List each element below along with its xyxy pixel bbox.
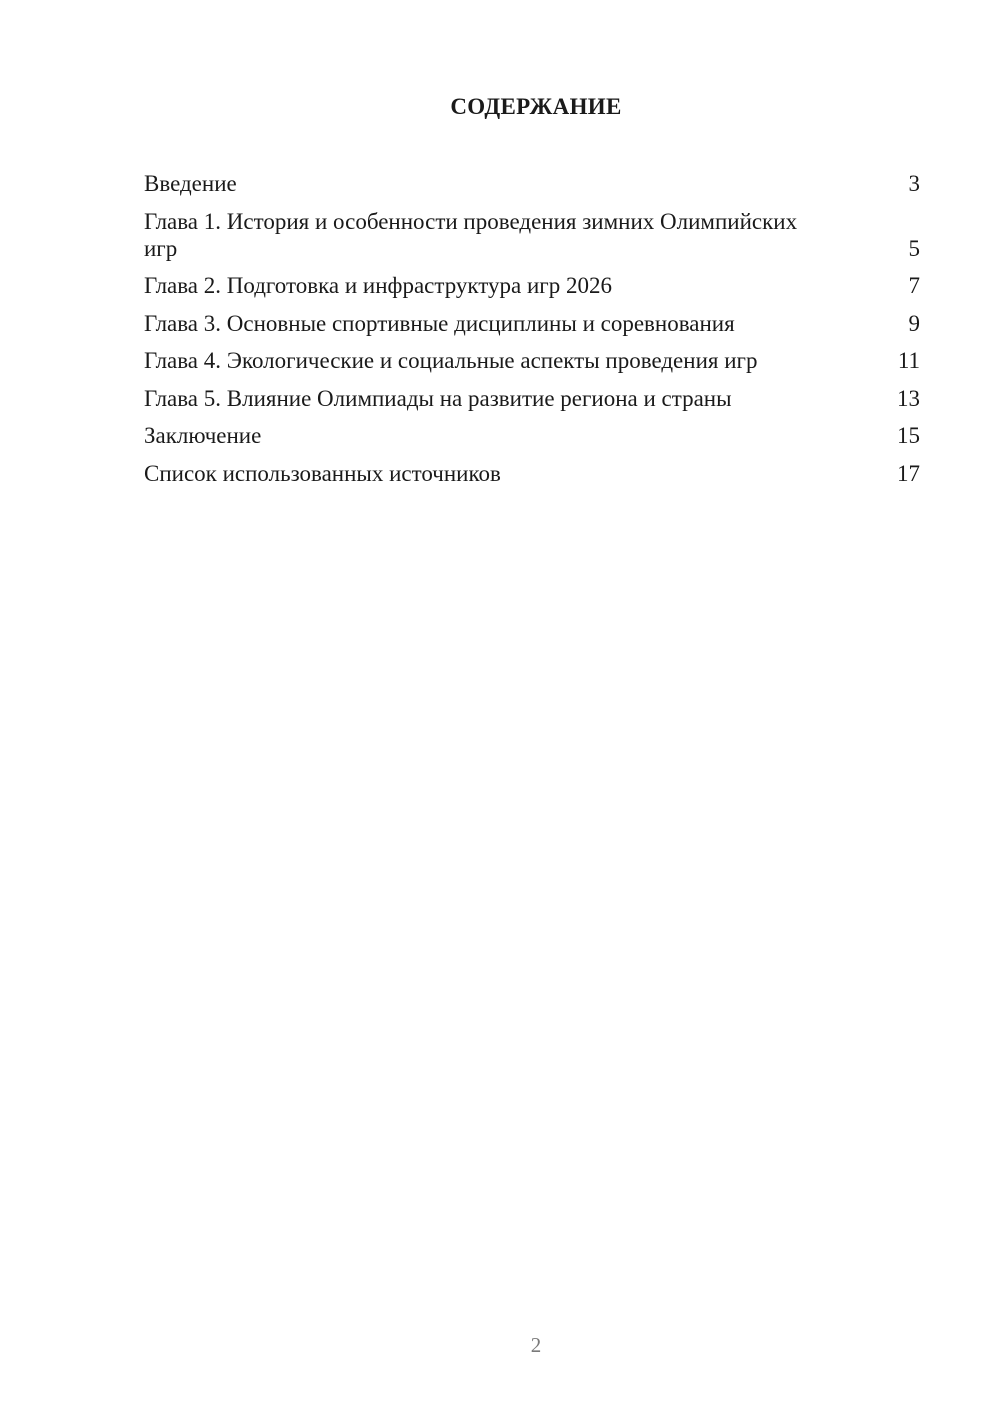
toc-entry-label: Глава 5. Влияние Олимпиады на развитие региона и страны: [144, 385, 732, 411]
toc-entry-page: 17: [897, 460, 920, 486]
toc-entry: [144, 272, 920, 299]
toc-entry-page: 11: [897, 348, 920, 373]
toc-entry-label: Введение: [144, 171, 237, 196]
toc-entry-label: Глава 2. Подготовка и инфраструктура игр 2026: [144, 273, 612, 298]
toc-entry: [144, 422, 920, 449]
toc-entry: [144, 208, 920, 262]
toc-entry-page: 15: [897, 423, 920, 448]
toc-entry-label: Глава 1. История и особенности проведения зимних Олимпийских игр: [144, 208, 798, 261]
toc-entry-page: 3: [908, 171, 920, 196]
toc-entry-label: Глава 3. Основные спортивные дисциплины и соревнования: [144, 310, 735, 336]
toc-entry-page: 5: [908, 235, 920, 261]
toc-entry: [144, 385, 920, 412]
page-number: 2: [530, 1333, 542, 1357]
table-of-contents: [144, 170, 920, 497]
toc-entry-label: Глава 4. Экологические и социальные аспекты проведения игр: [144, 348, 758, 373]
toc-entry: [144, 460, 920, 487]
toc-entry: [144, 347, 920, 374]
toc-entry-label: Список использованных источников: [144, 460, 501, 486]
toc-entry-page: 13: [897, 385, 920, 411]
toc-entry: [144, 310, 920, 337]
toc-entry-page: 7: [908, 273, 920, 298]
toc-entry-page: 9: [908, 310, 920, 336]
toc-entry: [144, 170, 920, 197]
page-title: СОДЕРЖАНИЕ: [450, 94, 622, 119]
toc-entry-label: Заключение: [144, 423, 262, 448]
